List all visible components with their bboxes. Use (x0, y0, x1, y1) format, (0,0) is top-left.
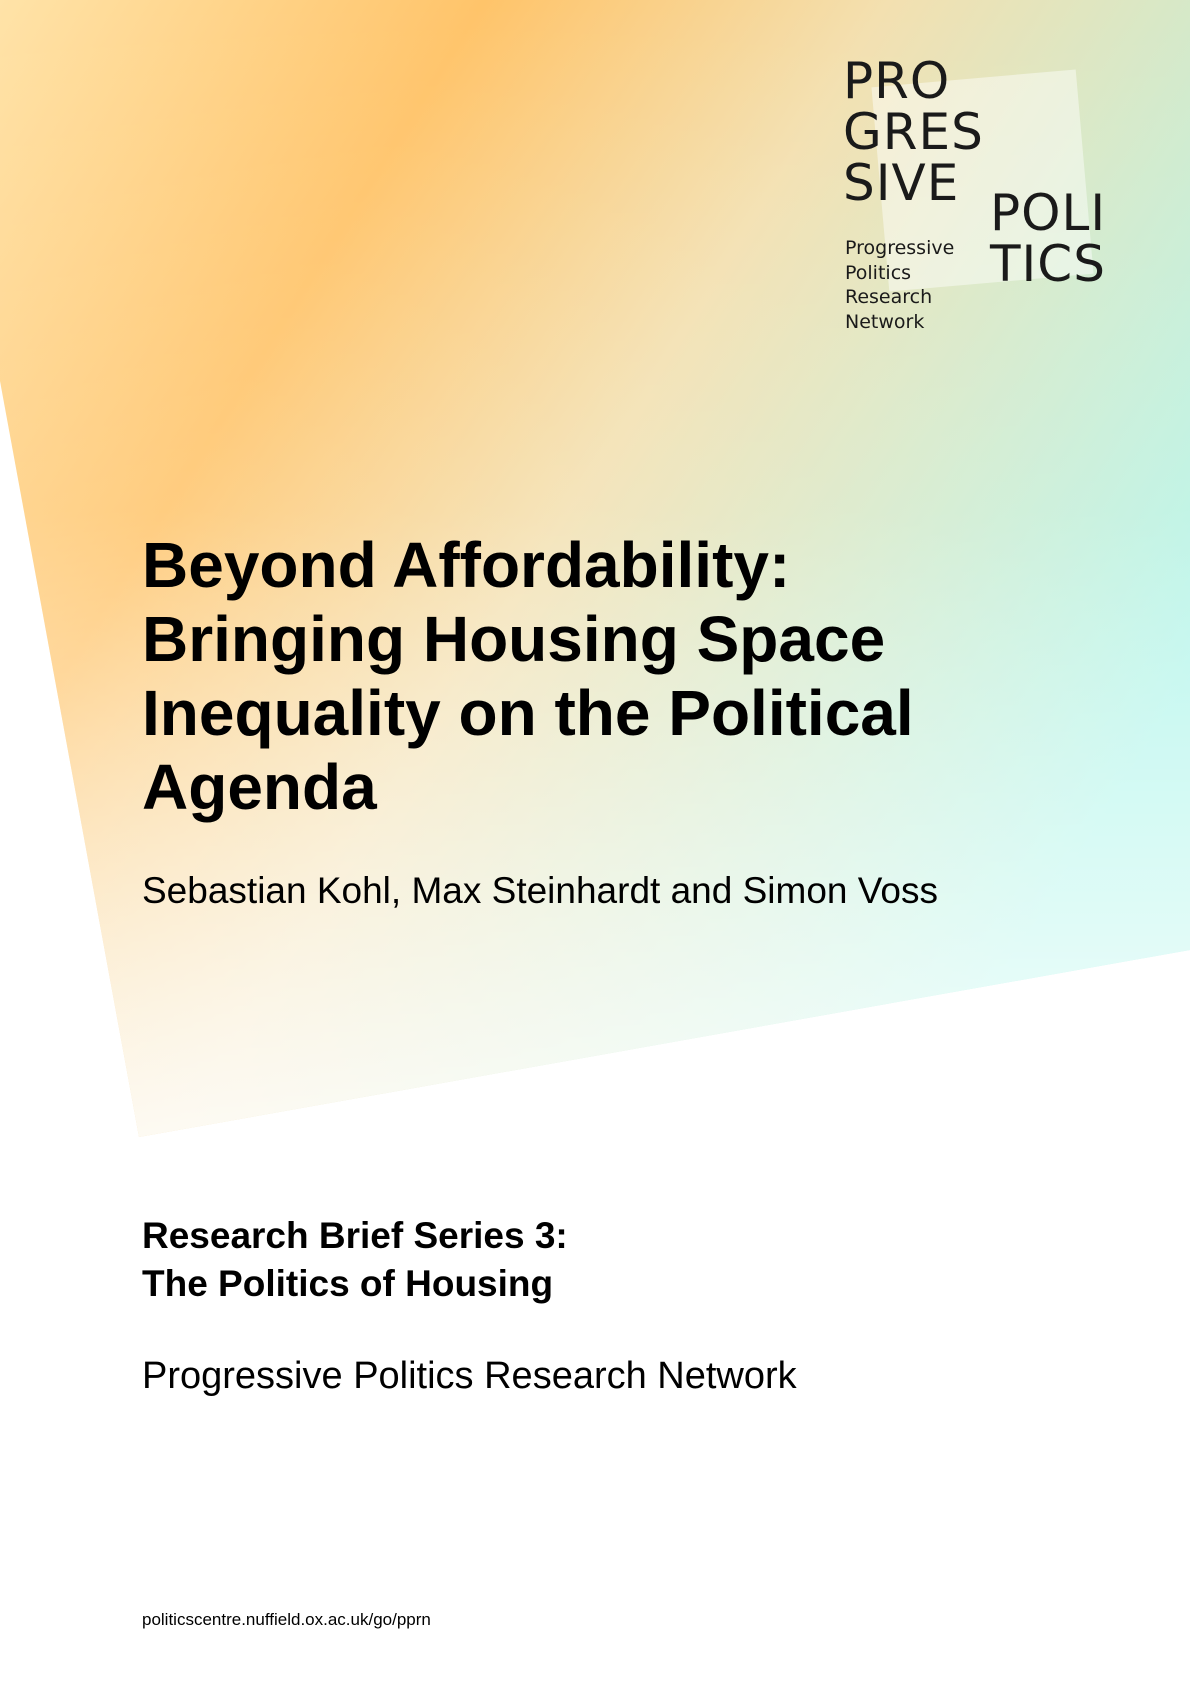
series-line: Research Brief Series 3: (142, 1215, 568, 1256)
logo-subtitle (845, 236, 954, 334)
logo-line: GRES (843, 103, 984, 161)
series-line: The Politics of Housing (142, 1263, 554, 1304)
website-link[interactable]: politicscentre.nuffield.ox.ac.uk/go/pprn (142, 1610, 431, 1629)
logo-small-line: Research (845, 286, 933, 308)
document-title (142, 528, 1142, 824)
logo-small-line: Network (845, 310, 925, 333)
publisher: Progressive Politics Research Network (142, 1355, 797, 1397)
title-line: Agenda (142, 751, 377, 823)
title-line: Inequality on the Political (142, 677, 914, 749)
title-line: Beyond Affordability: (142, 529, 791, 601)
logo-small-line: Politics (845, 261, 912, 284)
logo-line: PRO (843, 52, 951, 110)
logo-progressive (843, 52, 984, 212)
logo-line: TICS (990, 235, 1106, 293)
logo-politics (990, 184, 1107, 293)
series-title (142, 1212, 568, 1308)
authors: Sebastian Kohl, Max Steinhardt and Simon Voss (142, 870, 938, 911)
logo-line: POLI (990, 184, 1107, 242)
title-line: Bringing Housing Space (142, 603, 886, 675)
logo-line: SIVE (843, 154, 960, 212)
logo-small-line: Progressive (845, 237, 955, 259)
